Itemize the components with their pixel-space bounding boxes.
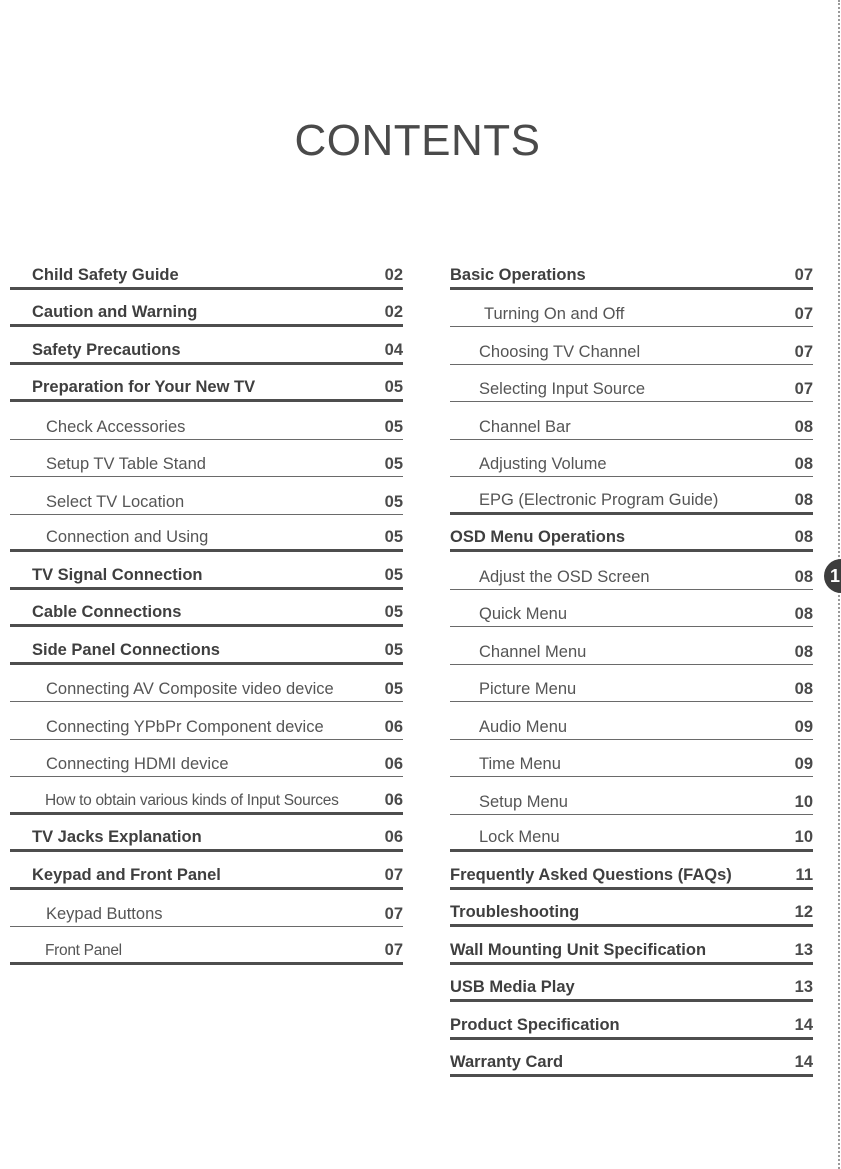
toc-right-column bbox=[450, 252, 813, 1077]
toc-entry[interactable] bbox=[450, 1002, 813, 1040]
toc-entry-label: Wall Mounting Unit Specification bbox=[450, 940, 707, 959]
toc-subentry[interactable] bbox=[450, 552, 813, 590]
toc-entry-label: Quick Menu bbox=[479, 605, 568, 623]
toc-entry-label: Choosing TV Channel bbox=[479, 342, 641, 361]
toc-entry-label: Safety Precautions bbox=[32, 340, 181, 359]
toc-entry-page: 07 bbox=[384, 905, 403, 923]
toc-subentry[interactable] bbox=[450, 440, 813, 478]
toc-entry-label: Side Panel Connections bbox=[32, 640, 220, 659]
toc-entry-label: Product Specification bbox=[450, 1015, 620, 1034]
toc-entry[interactable] bbox=[450, 1040, 813, 1078]
toc-entry-label: Connection and Using bbox=[46, 528, 209, 546]
toc-entry-label: Picture Menu bbox=[479, 680, 577, 698]
toc-entry-page: 09 bbox=[794, 755, 813, 773]
toc-entry-label: Select TV Location bbox=[46, 492, 185, 511]
toc-subentry[interactable] bbox=[450, 665, 813, 703]
toc-subentry[interactable] bbox=[10, 702, 403, 740]
toc-entry-label: Setup TV Table Stand bbox=[46, 455, 206, 473]
toc-entry-page: 08 bbox=[794, 417, 813, 436]
toc-entry[interactable] bbox=[450, 515, 813, 553]
toc-entry-page: 05 bbox=[384, 492, 403, 511]
toc-entry-page: 13 bbox=[794, 940, 813, 959]
toc-entry-label: Lock Menu bbox=[479, 828, 560, 846]
toc-entry-page: 08 bbox=[794, 528, 813, 546]
toc-entry[interactable] bbox=[10, 552, 403, 590]
toc-entry-page: 04 bbox=[384, 340, 403, 359]
toc-entry-page: 07 bbox=[794, 305, 813, 323]
toc-entry-label: OSD Menu Operations bbox=[450, 528, 626, 546]
toc-subentry[interactable] bbox=[10, 402, 403, 440]
toc-subentry[interactable] bbox=[10, 440, 403, 478]
toc-subentry[interactable] bbox=[450, 290, 813, 328]
toc-entry-label: Channel Bar bbox=[479, 417, 571, 436]
toc-entry[interactable] bbox=[10, 327, 403, 365]
toc-entry-page: 05 bbox=[384, 528, 403, 546]
toc-subentry[interactable] bbox=[450, 627, 813, 665]
toc-entry-label: Cable Connections bbox=[32, 603, 182, 621]
toc-subentry[interactable] bbox=[450, 365, 813, 403]
toc-subentry[interactable] bbox=[10, 515, 403, 553]
toc-entry-label: TV Jacks Explanation bbox=[32, 828, 202, 846]
toc-subentry[interactable] bbox=[10, 777, 403, 815]
toc-entry-label: How to obtain various kinds of Input Sources bbox=[45, 791, 339, 809]
toc-entry-label: Basic Operations bbox=[450, 265, 586, 284]
toc-entry-page: 08 bbox=[794, 490, 813, 509]
toc-entry-page: 12 bbox=[794, 903, 813, 921]
toc-entry-label: Audio Menu bbox=[479, 717, 568, 736]
toc-entry[interactable] bbox=[450, 965, 813, 1003]
toc-entry-page: 14 bbox=[794, 1015, 813, 1034]
toc-entry-page: 06 bbox=[384, 717, 403, 736]
toc-subentry[interactable] bbox=[10, 927, 403, 965]
toc-entry-page: 07 bbox=[794, 265, 813, 284]
toc-entry-page: 08 bbox=[794, 642, 813, 661]
toc-subentry[interactable] bbox=[450, 402, 813, 440]
page-title: CONTENTS bbox=[294, 116, 541, 165]
toc-entry-page: 05 bbox=[384, 378, 403, 396]
toc-entry-page: 09 bbox=[794, 717, 813, 736]
toc-entry-page: 08 bbox=[794, 567, 813, 586]
toc-entry-page: 08 bbox=[794, 455, 813, 473]
toc-entry-label: Connecting YPbPr Component device bbox=[46, 717, 324, 736]
toc-entry-page: 10 bbox=[794, 828, 813, 846]
toc-entry-label: Warranty Card bbox=[450, 1053, 564, 1071]
toc-entry-label: Frequently Asked Questions (FAQs) bbox=[450, 865, 732, 884]
toc-entry-page: 02 bbox=[384, 265, 403, 284]
toc-entry-page: 10 bbox=[794, 792, 813, 811]
toc-entry-page: 05 bbox=[384, 603, 403, 621]
toc-entry-page: 05 bbox=[384, 680, 403, 698]
toc-subentry[interactable] bbox=[10, 665, 403, 703]
toc-entry-label: Front Panel bbox=[45, 941, 122, 959]
toc-entry-page: 06 bbox=[384, 828, 403, 846]
toc-entry-page: 06 bbox=[384, 790, 403, 809]
toc-entry-page: 08 bbox=[794, 680, 813, 698]
toc-subentry[interactable] bbox=[450, 590, 813, 628]
toc-entry-page: 02 bbox=[384, 303, 403, 321]
toc-entry-label: Keypad Buttons bbox=[46, 905, 163, 923]
toc-left-column bbox=[10, 252, 403, 965]
toc-entry-page: 13 bbox=[794, 978, 813, 996]
toc-entry[interactable] bbox=[10, 290, 403, 328]
toc-entry-label: USB Media Play bbox=[450, 978, 575, 996]
toc-entry-label: Connecting AV Composite video device bbox=[46, 680, 334, 698]
toc-entry-label: Child Safety Guide bbox=[32, 265, 179, 284]
toc-entry-label: Turning On and Off bbox=[484, 305, 625, 323]
toc-entry[interactable] bbox=[10, 627, 403, 665]
toc-entry-label: Check Accessories bbox=[46, 417, 186, 436]
toc-entry-label: Channel Menu bbox=[479, 642, 587, 661]
toc-entry-page: 07 bbox=[794, 342, 813, 361]
toc-entry-page: 08 bbox=[794, 605, 813, 623]
toc-subentry[interactable] bbox=[450, 327, 813, 365]
toc-entry-label: Adjust the OSD Screen bbox=[479, 567, 650, 586]
toc-subentry[interactable] bbox=[450, 777, 813, 815]
toc-entry-page: 05 bbox=[384, 640, 403, 659]
toc-entry-page: 07 bbox=[384, 940, 403, 959]
page-number-tab: 1 bbox=[824, 559, 841, 593]
toc-entry-page: 07 bbox=[794, 380, 813, 398]
toc-entry[interactable] bbox=[10, 852, 403, 890]
toc-entry-label: EPG (Electronic Program Guide) bbox=[479, 490, 719, 509]
toc-entry-label: Caution and Warning bbox=[32, 303, 198, 321]
toc-subentry[interactable] bbox=[450, 815, 813, 853]
toc-entry[interactable] bbox=[10, 365, 403, 403]
toc-entry[interactable] bbox=[450, 927, 813, 965]
toc-subentry[interactable] bbox=[450, 702, 813, 740]
toc-entry-page: 14 bbox=[794, 1053, 813, 1071]
toc-entry-page: 06 bbox=[384, 755, 403, 773]
toc-entry[interactable] bbox=[450, 252, 813, 290]
toc-entry-page: 05 bbox=[384, 565, 403, 584]
toc-entry-page: 11 bbox=[795, 865, 813, 884]
toc-entry-label: TV Signal Connection bbox=[32, 565, 203, 584]
toc-entry-label: Time Menu bbox=[479, 755, 561, 773]
toc-entry[interactable] bbox=[10, 590, 403, 628]
toc-entry-page: 05 bbox=[384, 455, 403, 473]
toc-entry[interactable] bbox=[10, 252, 403, 290]
toc-subentry[interactable] bbox=[10, 890, 403, 928]
toc-subentry[interactable] bbox=[10, 740, 403, 778]
toc-entry-label: Keypad and Front Panel bbox=[32, 865, 221, 884]
toc-entry-label: Preparation for Your New TV bbox=[32, 378, 256, 396]
toc-entry-label: Adjusting Volume bbox=[479, 455, 607, 473]
toc-entry-label: Selecting Input Source bbox=[479, 380, 646, 398]
toc-entry-label: Setup Menu bbox=[479, 792, 568, 811]
toc-entry[interactable] bbox=[450, 852, 813, 890]
toc-entry-label: Connecting HDMI device bbox=[46, 755, 229, 773]
toc-subentry[interactable] bbox=[450, 477, 813, 515]
toc-subentry[interactable] bbox=[10, 477, 403, 515]
toc-entry-page: 05 bbox=[384, 417, 403, 436]
toc-entry-label: Troubleshooting bbox=[450, 903, 580, 921]
toc-subentry[interactable] bbox=[450, 740, 813, 778]
toc-entry-page: 07 bbox=[384, 865, 403, 884]
toc-entry[interactable] bbox=[450, 890, 813, 928]
toc-entry[interactable] bbox=[10, 815, 403, 853]
